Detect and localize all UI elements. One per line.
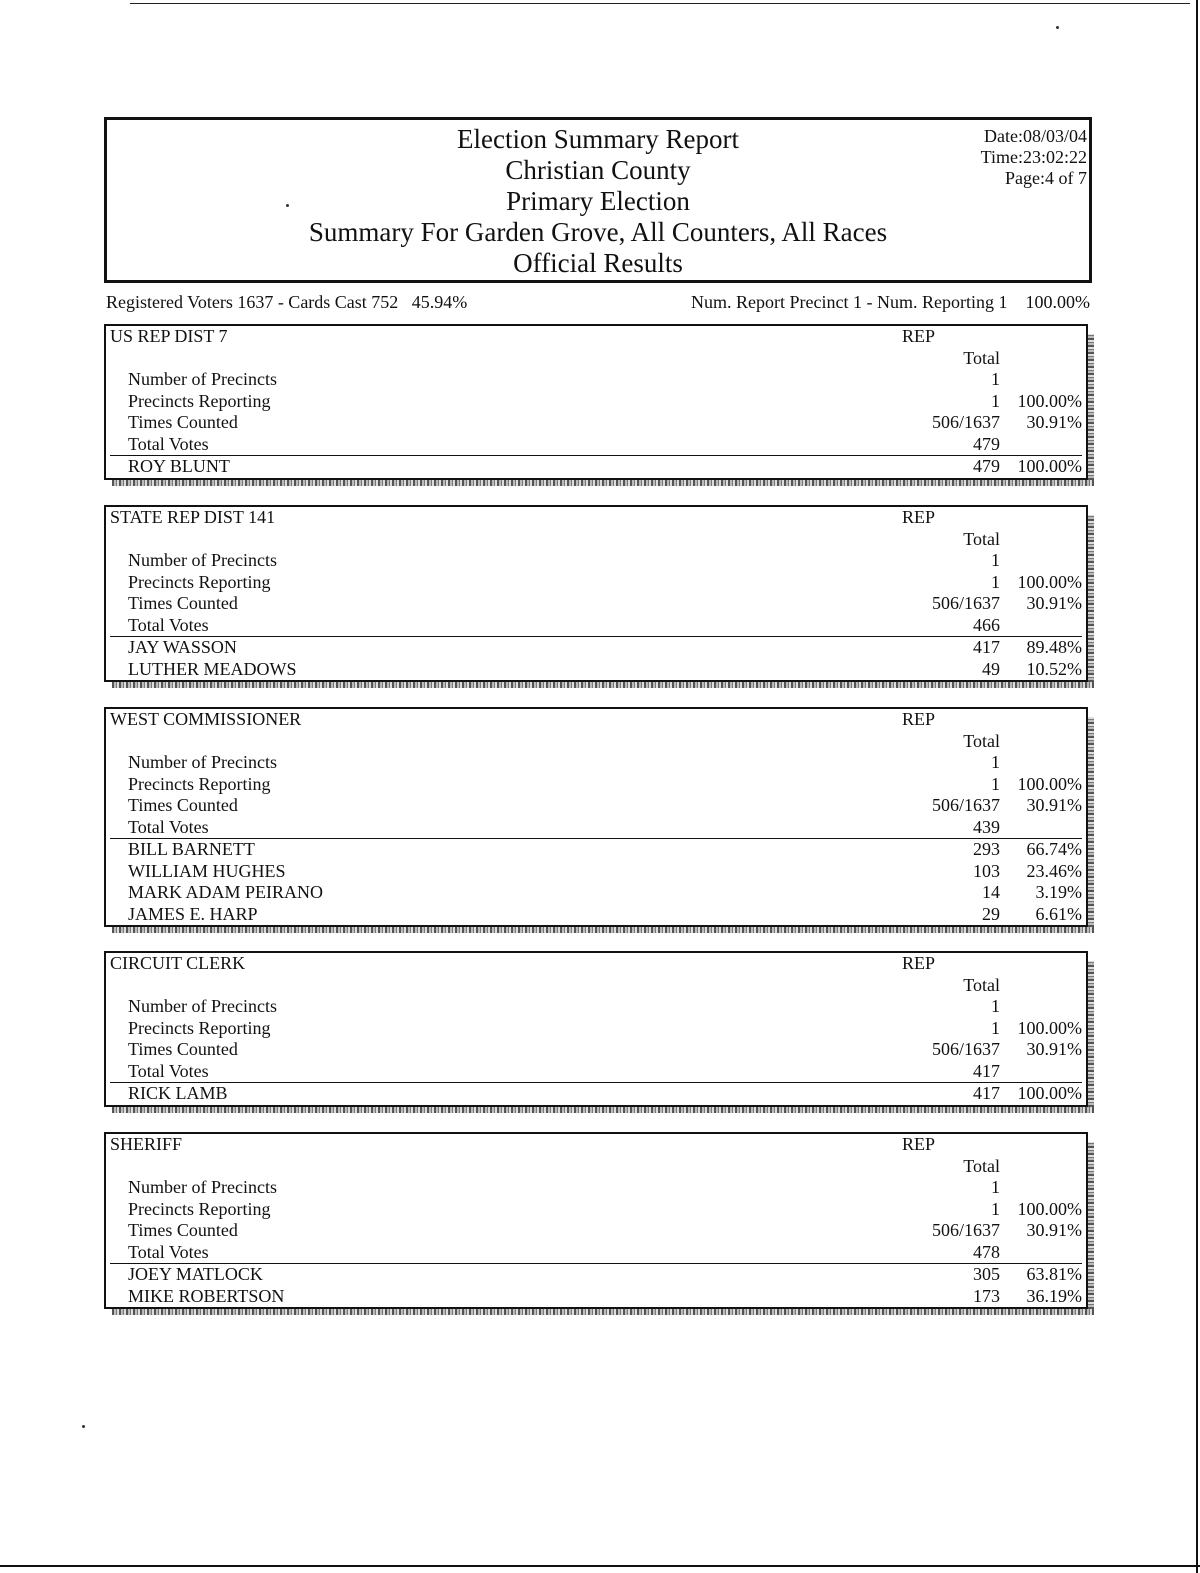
number-of-precincts-row [106, 996, 1086, 1018]
number-of-precincts-value: 1 [991, 369, 1000, 389]
total-votes-row [106, 615, 1086, 637]
report-meta [981, 126, 1087, 189]
race-title: WEST COMMISSIONER [110, 709, 302, 729]
precincts-reporting-label: Precincts Reporting [128, 390, 271, 411]
times-counted-percent: 30.91% [1026, 412, 1082, 432]
total-votes-label: Total Votes [128, 1241, 209, 1262]
number-of-precincts-label: Number of Precincts [128, 550, 277, 570]
candidate-row [106, 839, 1086, 861]
race-title-row [106, 709, 1086, 731]
party-label: REP [902, 326, 936, 346]
precincts-reporting-percent: 100.00% [1017, 1017, 1082, 1038]
candidate-row [106, 637, 1086, 659]
precincts-reporting-label: Precincts Reporting [128, 571, 271, 592]
scan-speck [1056, 26, 1059, 29]
total-votes-label: Total Votes [128, 433, 209, 454]
candidate-row [106, 659, 1086, 681]
candidate-name: LUTHER MEADOWS [128, 658, 297, 679]
candidate-votes: 479 [973, 456, 1000, 476]
times-counted-label: Times Counted [128, 795, 238, 815]
total-header-row [106, 1156, 1086, 1178]
candidate-name: JAMES E. HARP [128, 903, 258, 924]
total-votes-value: 466 [973, 614, 1000, 635]
race-title: SHERIFF [110, 1134, 183, 1154]
candidate-percent: 66.74% [1026, 839, 1082, 859]
total-column-header: Total [963, 528, 1000, 549]
candidate-votes: 29 [982, 903, 1000, 924]
candidate-name: RICK LAMB [128, 1083, 228, 1103]
race-box [104, 324, 1088, 480]
race-box [104, 505, 1088, 682]
candidate-row [106, 904, 1086, 926]
scan-right-edge [1196, 0, 1198, 1573]
number-of-precincts-row [106, 1177, 1086, 1199]
precincts-reporting-row [106, 1018, 1086, 1040]
candidate-percent: 3.19% [1035, 882, 1082, 902]
times-counted-label: Times Counted [128, 1039, 238, 1059]
precincts-reporting-percent: 100.00% [1017, 571, 1082, 592]
candidate-votes: 103 [973, 860, 1000, 881]
candidate-percent: 100.00% [1017, 1083, 1082, 1103]
number-of-precincts-value: 1 [991, 1177, 1000, 1197]
precincts-reporting-row [106, 1199, 1086, 1221]
times-counted-percent: 30.91% [1026, 795, 1082, 815]
race-title-row [106, 1134, 1086, 1156]
total-votes-value: 417 [973, 1060, 1000, 1081]
number-of-precincts-row [106, 752, 1086, 774]
race-box [104, 951, 1088, 1107]
number-of-precincts-row [106, 550, 1086, 572]
candidate-name: MIKE ROBERTSON [128, 1285, 285, 1306]
precincts-reporting-row [106, 572, 1086, 594]
election-name: Primary Election [506, 186, 690, 216]
race-title: CIRCUIT CLERK [110, 953, 246, 973]
candidate-votes: 417 [973, 637, 1000, 657]
report-page: Page:4 of 7 [1005, 168, 1087, 188]
candidate-row [106, 1286, 1086, 1308]
candidate-percent: 36.19% [1026, 1285, 1082, 1306]
candidate-percent: 10.52% [1026, 658, 1082, 679]
party-label: REP [902, 953, 936, 973]
candidate-votes: 49 [982, 658, 1000, 679]
total-votes-label: Total Votes [128, 1060, 209, 1081]
total-header-row [106, 975, 1086, 997]
times-counted-row [106, 593, 1086, 615]
race-box [104, 707, 1088, 927]
candidate-percent: 100.00% [1017, 456, 1082, 476]
candidate-row [106, 1264, 1086, 1286]
times-counted-value: 506/1637 [931, 593, 1000, 613]
precincts-reporting-label: Precincts Reporting [128, 1198, 271, 1219]
summary-scope: Summary For Garden Grove, All Counters, All Races [308, 217, 888, 247]
candidate-name: ROY BLUNT [128, 456, 230, 476]
candidate-name: WILLIAM HUGHES [128, 860, 286, 881]
total-column-header: Total [963, 730, 1000, 751]
times-counted-percent: 30.91% [1026, 1039, 1082, 1059]
total-column-header: Total [963, 974, 1000, 995]
precincts-reporting-value: 1 [991, 1198, 1000, 1219]
results-status: Official Results [513, 248, 683, 278]
total-header-row [106, 529, 1086, 551]
report-title: Election Summary Report [457, 124, 739, 154]
race-title: STATE REP DIST 141 [110, 507, 276, 527]
candidate-row [106, 456, 1086, 478]
total-column-header: Total [963, 347, 1000, 368]
candidate-votes: 173 [973, 1285, 1000, 1306]
times-counted-label: Times Counted [128, 1220, 238, 1240]
number-of-precincts-value: 1 [991, 752, 1000, 772]
number-of-precincts-label: Number of Precincts [128, 752, 277, 772]
total-column-header: Total [963, 1155, 1000, 1176]
report-title-block [107, 124, 1089, 279]
candidate-name: JAY WASSON [128, 637, 237, 657]
party-label: REP [902, 1134, 936, 1154]
times-counted-label: Times Counted [128, 593, 238, 613]
report-header [104, 117, 1092, 283]
total-votes-label: Total Votes [128, 614, 209, 635]
number-of-precincts-label: Number of Precincts [128, 996, 277, 1016]
number-of-precincts-label: Number of Precincts [128, 1177, 277, 1197]
race-title-row [106, 507, 1086, 529]
scan-bottom-edge [0, 1565, 1200, 1567]
times-counted-row [106, 412, 1086, 434]
candidate-row [106, 882, 1086, 904]
total-votes-row [106, 434, 1086, 456]
times-counted-value: 506/1637 [931, 1220, 1000, 1240]
candidate-percent: 23.46% [1026, 860, 1082, 881]
candidate-name: JOEY MATLOCK [128, 1264, 263, 1284]
candidate-percent: 6.61% [1035, 903, 1082, 924]
times-counted-label: Times Counted [128, 412, 238, 432]
candidate-percent: 63.81% [1026, 1264, 1082, 1284]
times-counted-value: 506/1637 [931, 412, 1000, 432]
race-title-row [106, 326, 1086, 348]
candidate-votes: 417 [973, 1083, 1000, 1103]
total-votes-value: 479 [973, 433, 1000, 454]
scan-speck [82, 1425, 85, 1428]
registered-voters-summary: Registered Voters 1637 - Cards Cast 752 45.94% [106, 292, 468, 312]
precincts-reporting-percent: 100.00% [1017, 1198, 1082, 1219]
total-votes-row [106, 1242, 1086, 1264]
total-votes-value: 478 [973, 1241, 1000, 1262]
precincts-reporting-value: 1 [991, 1017, 1000, 1038]
times-counted-percent: 30.91% [1026, 1220, 1082, 1240]
number-of-precincts-value: 1 [991, 996, 1000, 1016]
total-votes-row [106, 817, 1086, 839]
precincts-reporting-value: 1 [991, 773, 1000, 794]
candidate-row [106, 861, 1086, 883]
race-title: US REP DIST 7 [110, 326, 228, 346]
candidate-name: MARK ADAM PEIRANO [128, 882, 324, 902]
party-label: REP [902, 507, 936, 527]
race-box [104, 1132, 1088, 1309]
number-of-precincts-row [106, 369, 1086, 391]
times-counted-row [106, 1220, 1086, 1242]
times-counted-row [106, 795, 1086, 817]
total-header-row [106, 348, 1086, 370]
number-of-precincts-label: Number of Precincts [128, 369, 277, 389]
total-votes-row [106, 1061, 1086, 1083]
candidate-votes: 305 [973, 1264, 1000, 1284]
total-votes-label: Total Votes [128, 816, 209, 837]
times-counted-row [106, 1039, 1086, 1061]
precincts-reporting-label: Precincts Reporting [128, 773, 271, 794]
candidate-votes: 14 [982, 882, 1000, 902]
precincts-reporting-label: Precincts Reporting [128, 1017, 271, 1038]
scan-top-rule [130, 3, 1190, 4]
precincts-reporting-value: 1 [991, 571, 1000, 592]
total-header-row [106, 731, 1086, 753]
times-counted-value: 506/1637 [931, 795, 1000, 815]
precincts-reporting-row [106, 774, 1086, 796]
times-counted-value: 506/1637 [931, 1039, 1000, 1059]
number-of-precincts-value: 1 [991, 550, 1000, 570]
candidate-name: BILL BARNETT [128, 839, 255, 859]
party-label: REP [902, 709, 936, 729]
report-date: Date:08/03/04 [984, 126, 1087, 146]
times-counted-percent: 30.91% [1026, 593, 1082, 613]
precincts-reporting-value: 1 [991, 390, 1000, 411]
county-name: Christian County [505, 155, 691, 185]
race-title-row [106, 953, 1086, 975]
candidate-percent: 89.48% [1026, 637, 1082, 657]
precinct-reporting-summary: Num. Report Precinct 1 - Num. Reporting 1 100.00% [691, 292, 1090, 312]
precincts-reporting-row [106, 391, 1086, 413]
report-time: Time:23:02:22 [980, 147, 1087, 167]
candidate-row [106, 1083, 1086, 1105]
precincts-reporting-percent: 100.00% [1017, 390, 1082, 411]
candidate-votes: 293 [973, 839, 1000, 859]
precincts-reporting-percent: 100.00% [1017, 773, 1082, 794]
total-votes-value: 439 [973, 816, 1000, 837]
